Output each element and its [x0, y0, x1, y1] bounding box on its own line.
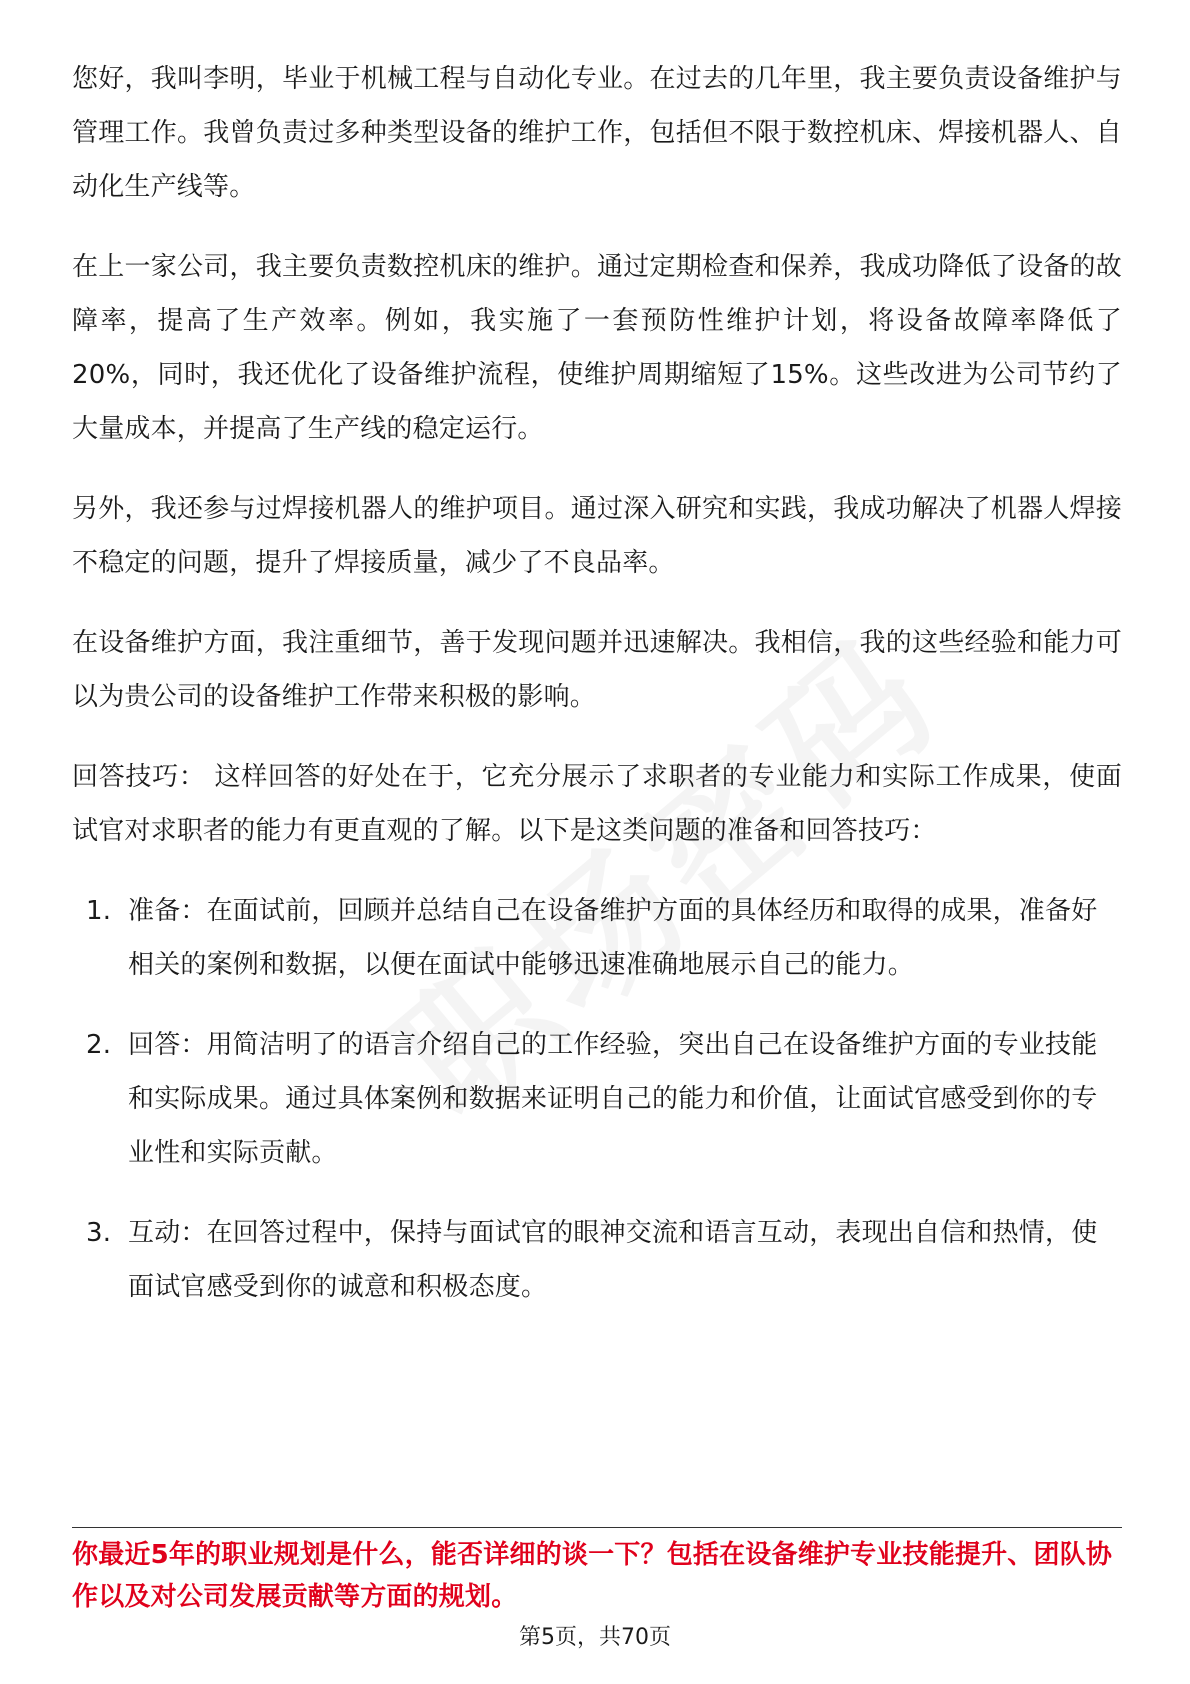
- tips-intro-paragraph: 回答技巧： 这样回答的好处在于，它充分展示了求职者的专业能力和实际工作成果，使面试官对求职者的能力有更直观的了解。以下是这类问题的准备和回答技巧：: [72, 762, 1123, 846]
- tip-item-answer: [72, 1018, 1122, 1180]
- intro-paragraph: 您好，我叫李明，毕业于机械工程与自动化专业。在过去的几年里，我主要负责设备维护与管理工作。我曾负责过多种类型设备的维护工作，包括但不限于数控机床、焊接机器人、自动化生产线等。: [72, 64, 1122, 202]
- tips-list: [72, 884, 1122, 1314]
- robot-paragraph: 另外，我还参与过焊接机器人的维护项目。通过深入研究和实践，我成功解决了机器人焊接不稳定的问题，提升了焊接质量，减少了不良品率。: [72, 494, 1122, 578]
- tip-number: 3.: [86, 1218, 112, 1248]
- tip-text: 回答：用简洁明了的语言介绍自己的工作经验，突出自己在设备维护方面的专业技能和实际成果。通过具体案例和数据来证明自己的能力和价值，让面试官感受到你的专业性和实际贡献。: [128, 1030, 1098, 1168]
- page-number: 第5页，共70页: [519, 1625, 671, 1650]
- tip-item-prepare: [72, 884, 1122, 992]
- tip-number: 2.: [86, 1030, 112, 1060]
- summary-paragraph: 在设备维护方面，我注重细节，善于发现问题并迅速解决。我相信，我的这些经验和能力可以为贵公司的设备维护工作带来积极的影响。: [72, 628, 1122, 712]
- next-question: 你最近5年的职业规划是什么，能否详细的谈一下？包括在设备维护专业技能提升、团队协作以及对公司发展贡献等方面的规划。: [72, 1540, 1113, 1612]
- section-divider: [72, 1527, 1122, 1528]
- tip-text: 准备：在面试前，回顾并总结自己在设备维护方面的具体经历和取得的成果，准备好相关的案例和数据，以便在面试中能够迅速准确地展示自己的能力。: [128, 896, 1098, 980]
- tip-item-interact: [72, 1206, 1122, 1314]
- tip-text: 互动：在回答过程中，保持与面试官的眼神交流和语言互动，表现出自信和热情，使面试官感受到你的诚意和积极态度。: [128, 1218, 1098, 1302]
- experience-paragraph: 在上一家公司，我主要负责数控机床的维护。通过定期检查和保养，我成功降低了设备的故障率，提高了生产效率。例如，我实施了一套预防性维护计划，将设备故障率降低了20%，同时，我还优化了设备维护流程，使维护周期缩短了15%。这些改进为公司节约了大量成本，并提高了生产线的稳定运行。: [72, 252, 1122, 444]
- tip-number: 1.: [86, 896, 112, 926]
- answer-content: [72, 52, 1122, 1340]
